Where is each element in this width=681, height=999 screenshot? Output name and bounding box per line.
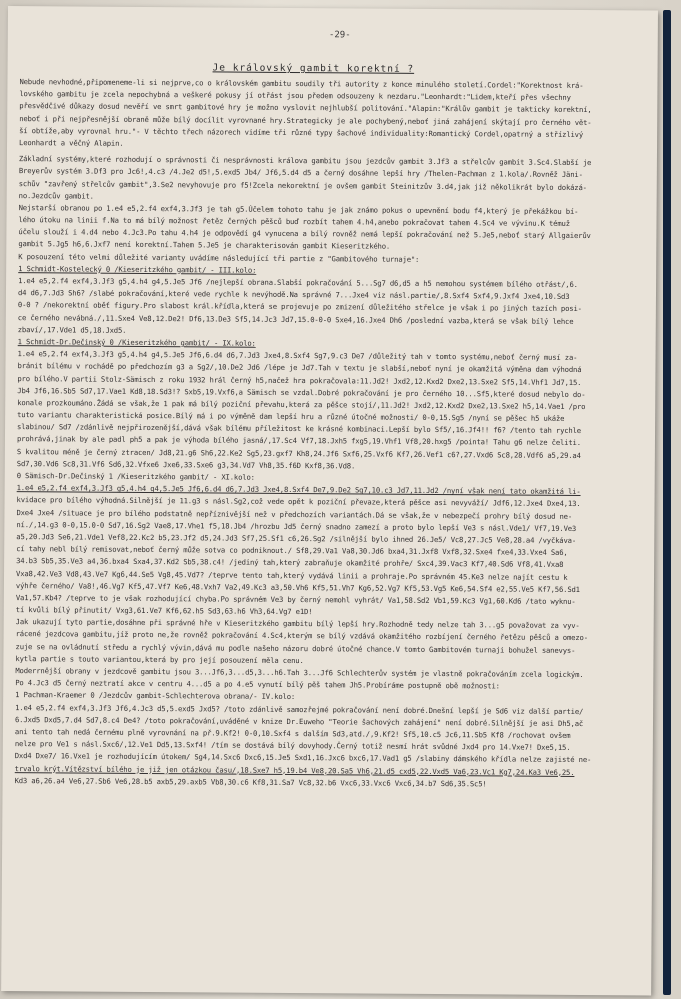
text-line: Nejstarší obranou po 1.e4 e5,2.f4 exf4,3.Jf3 je tah g5.Účelem tohoto tahu je jak známo pokus o upevnění bodu f4,který je překážkou bí-	[18, 202, 579, 216]
text-line: 34.b3 Sb5,35.Ve3 a4,36.bxa4 Sxa4,37.Kd2 Sb5,38.c4! /jediný tah,který zabraňuje okamžité prohře/ Sxc4,39.Vac3 Kf7,40.Sd6 Vf8,41.Vxa8	[16, 556, 564, 570]
text-line: Sd7,30.Vd6 Sc8,31.Vf6 Sd6,32.Vfxe6 Jxe6,33.Sxe6 g3,34.Vd7 Vh8,35.f6D Kxf8,36.Vd8.	[16, 458, 356, 471]
text-line: prohrává,jinak by ale padl ph5 a pak je výhoda bílého jasná/,17.Sc4 Vf7,18.Jxh5 fxg5,19.Vhf1 Vf8,20.hxg5 /pointa! Tahu g6 nelze čeliti.	[16, 434, 581, 448]
text-line: výhře černého/ Va8!,46.Vg7 Kf5,47.Vf7 Ke6,48.Vxh7 Va2,49.Kc3 a3,50.Vh6 Kf5,51.Vh7 Kg6,52.Vg7 Kf5,53.Vg5 Ke6,54.Sf4 e2,55.Ve5 Kf7,56.Sd1	[15, 580, 580, 594]
text-line: lého útoku na linii f.Na to má bílý možnost řetěz černých pěšců buď rozbít tahem 4.h4,anebo pokračovat tahem 4.Sc4 ve vývinu.K témuž	[18, 215, 570, 228]
text-line: Dxd4 Dxe7/ 16.Vxe1 je rozhodujícím útokem/ Sg4,14.Sxc6 Dxc6,15.Je5 Sxd1,16.Jxc6 bxc6,17.Vad1 g5 /slabiny dámského křídla nelze zajisté ne-	[14, 751, 592, 765]
text-line: K posouzení této velmi důležité varianty uvádíme následující tři partie z "Gambitového turnaje":	[18, 251, 420, 264]
text-line: účelu slouží i 4.d4 nebo 4.Jc3.Po tahu 4.h4 je odpovědí g4 vynucena a bílý rovněž nemá lepší pokračování než 5.Je5,neboť starý Allgaierův	[18, 227, 591, 241]
text-line: Breyerův systém 3.Df3 pro Jc6!,4.c3 /4.Je2 d5!,5.exd5 Jb4/ Jf6,5.d4 d5 a černý dosáhne lepší hry /Thelen-Pachman z 1.kola/.Rovněž Jäni-	[18, 166, 583, 180]
text-line: ce černého nevábná./,11.Sxe4 Ve8,12.De2! Df6,13.De3 Sf5,14.Jc3 Jd7,15.0-0-0 Sxe4,16.Jxe4 Dh6 /poslední vazba,která se však bílý lehce	[17, 312, 574, 326]
text-line: Vxa8,42.Ve3 Vd8,43.Ve7 Kg6,44.Se5 Vg8,45.Vd7? /teprve tento tah,který vydává linii a prohraje.Po správném 45.Ke3 nelze najít cestu k	[16, 568, 568, 582]
text-line: bránit bílému v rochádě po předchozím g3 a Sg2/,10.De2 Jd6 /lépe je Jd7.Tah v textu je slabší,neboť nyní je okamžitá výměna dam výhodná	[17, 361, 582, 375]
text-line: Va1,57.Kb4? /teprve to je však rozhodující chyba.Po správném Ve3 by černý nemohl vyhrát/ Va1,58.Sd2 Vb1,59.Kc3 Vg1,60.Kd6 /tato wyknu-	[15, 592, 576, 606]
text-line: S kvalitou méně je černý ztracen/ Jd8,21.g6 Sh6,22.Ke2 Sg5,23.gxf7 Kh8,24.Jf6 Sxf6,25.Vxf6 Kf7,26.Vef1 c6?,27.Vxd6 Sc8,28.Vdf6 a5,29.a4	[16, 446, 581, 460]
text-line: ani tento tah nedá černému plně vyrovnání na př.9.Kf2! 0-0,10.Sxf4 s dalším Sd3,atd./,9.Kf2! Sf5,10.c5 Jc6,11.Sb5 Kf8 /rochovat ovšem	[14, 727, 571, 740]
text-line: Jb4 Jf6,16.Sb5 Sd7,17.Vae1 Kd8,18.Sd3!? Sxb5,19.Vxf6,a Sämisch se vzdal.Dobré pokračování je pro černého 10...Sf5,které dosud nebylo do-	[17, 385, 586, 399]
text-line: 1.e4 e5,2.f4 exf4,3.Jf3 g5,4.h4 g4,5.Je5 Jf6 /nejlepší obrana.Slabší pokračování 5...Sg7 d6,d5 a h5 nemohou systémem bílého otřást/,6.	[18, 276, 578, 289]
text-line: a5,20.Jd3 Se6,21.Vde1 Vef8,22.Kc2 b5,23.Jf2 d5,24.Jd3 Sf7,25.Sf1 c6,26.Sg2 /silnější bylo ihned 26.Je5/ Vc8,27.Jc5 Ve8,28.a4 /vyčkáva-	[16, 532, 577, 545]
text-line: tuto variantu charakteristická posice.Bílý má i po výměně dam lepší hru a různé útočné možnosti/ 0-0,15.Sg5 /nyní se pěšec h5 ukáže	[17, 410, 565, 423]
text-line: kvidace pro bílého výhodná.Silnější je 11.g3 s násl.Sg2,což vede opět k poziční převaze,která pěšce asi nevyváží/ Jdf6,12.Jxe4 Dxe4,13.	[16, 495, 581, 509]
text-line: 0 Sämisch-Dr.Dečinský 1 /Kieseritzkého gambit/ - XI.kolo:	[16, 471, 255, 482]
text-line: zbaví/,17.Vde1 d5,18.Jxd5.	[17, 324, 127, 335]
article-title: Je královský gambit korektní ?	[212, 62, 415, 75]
document-page	[1, 6, 658, 996]
text-line: 1 Pachman-Kraemer 0 /Jezdcův gambit-Schlechterova obrana/- IV.kolo:	[15, 690, 296, 702]
text-line: Moderrnější obrany v jezdcově gambitu jsou 3...Jf6,3...d5,3...h6.Tah 3...Jf6 Schlechterův systém je vlastně pokračováním zcela logickým.	[15, 666, 584, 680]
text-line: Kd3 a6,26.a4 Ve6,27.Sb6 Ve6,28.b5 axb5,29.axb5 Vb8,30.c6 Kf8,31.Sa7 Vc8,32.b6 Vxc6,33.Vxc6 Vxc6,34.b7 Sd6,35.Sc5!	[14, 775, 487, 789]
text-line: d4 d6,7.Jd3 Sh6? /slabé pokračování,které vede rychle k nevýhodě.Na správné 7...Jxe4 viz násl.partie/,8.Sxf4 Sxf4,9.Jxf4 Jxe4,10.Sd3	[17, 288, 570, 302]
text-line: pro bílého.V partii Stolz-Sämisch z roku 1932 hrál černý h5,načež hra pokračovala:11.Jd2! Jxd2,12.Kxd2 Dxe2,13.Sxe2 Sf5,14.Vhf1 Jd7,15.	[17, 373, 582, 387]
game-heading-line: 1 Schmidt-Kostelecký 0 /Kieseritzkého gambit/ - III.kolo:	[18, 263, 257, 275]
text-line: Jak ukazují tyto partie,dosáhne při správné hře v Kieseritzkého gambitu bílý lepší hry.Rozhodně tedy nelze tah 3...g5 považovat za vyv-	[15, 617, 580, 631]
text-line: Dxe4 Jxe4 /situace je pro bílého podstatně nepříznivější než v předchozích variantách.Dá se však,že v nebezpečí prohry bílý dosud ne-	[16, 507, 573, 521]
text-line: neboť i při nejpřesnější obraně může bílý docílit vyrovnané hry.Strategicky je ale pochybený,neboť jiná zahájení skýtají pro černého vět-	[19, 113, 592, 127]
text-line: slabinou/ Sd7 /zdánlivě nejpřirozenější,dává však bílému příležitost ke krásné kombinaci.Lepší bylo Sf5/,16.Jf4!! f6? /tento tah rychle	[17, 422, 582, 436]
text-line: gambit 5.Jg5 h6,6.Jxf7 není korektní.Tahem 5.Je5 je charakterisován gambit Kieseritzkého.	[18, 239, 391, 252]
text-line: nelze pro Ve1 s násl.Sxc6/,12.Ve1 Dd5,13.Sxf4! /tím se dostává bílý dovyhody.Černý totiž nesmí hrát svůdné Jxd4 pro 14.Vxe7! Dxe5,15.	[14, 739, 571, 753]
text-line: rácené jezdcova gambitu,jíž proto ne,že rovněž pokračování 4.Sc4,kterým se bílý vzdává okamžitého rozbíjení černého řetězu pěšců a omezo-	[15, 629, 588, 643]
text-line: Základní systémy,které rozhodují o správnosti či nesprávnosti králova gambitu jsou jezdcův gambit 3.Jf3 a střelcův gambit 3.Sc4.Slabší je	[18, 154, 592, 168]
text-line: Nebude nevhodné,připomeneme-li si nejprve,co o královském gambitu soudily tři autority z konce minulého století.Cordel:"Korektnost krá-	[19, 77, 584, 91]
text-line: 1.e4 e5,2.f4 exf4,3.Jf3 g5,4.h4 g4,5.Je5 Jf6,6.d4 d6,7.Jd3 Jxe4,8.Sxf4 Sg7,9.c3 De7 /důležitý tah v tomto systému,neboť černý musí za-	[17, 349, 578, 363]
text-line: ší obtíže,aby vyrovnal hru."- V těchto třech názorech vidíme tři různé typy šachové individuality:Romantický Cordel,opatrný a střízlivý	[19, 125, 584, 139]
game-heading-line: 1.e4 e5,2.f4 exf4,3.Jf3 g5,4.h4 g4,5.Je5 Jf6,6.d4 d6,7.Jd3 Jxe4,8.Sxf4 De7,9.De2 Sg7,10.c3 Jd7,11.Jd2 /nyní však není tato okamžitá li-	[16, 483, 581, 497]
page-number: -29-	[328, 30, 351, 41]
game-heading-line: trvalo krýt.Vítězství bílého je již jen otázkou času/,18.Sxe7 h5,19.b4 Ve8,20.Sa5 Vh6,21.d5 cxd5,22.Vxd5 Va6,23.Vc1 Kg7,24.Ka3 Ve6,25.	[14, 763, 575, 777]
text-line: cí tahy nebl bílý remisovat,neboť černý může sotva co podniknout./ Sf8,29.Va1 Va8,30.Jd6 bxa4,31.Jxf8 Vxf8,32.Sxe4 fxe4,33.Vxe4 Sa6,	[16, 544, 568, 558]
text-line: lovského gambitu je zcela nepochybná a veškeré pokusy jí otřást jsou předem odsouzeny k nezdaru."Leonhardt:"Lidem,kteří přes všechny	[19, 89, 571, 103]
text-line: Leonhardt a věčný Alapin.	[19, 138, 124, 148]
text-line: Po 4.Jc3 d5 černý neztratí akce v centru 4...d5 a po 4.e5 vynutí bílý pěš tahem Jh5.Probíráme postupně obě možnosti:	[15, 678, 500, 691]
text-line: schův "zavřený střelcův gambit",3.Se2 nevyhovuje pro f5!Zcela nekorektní je ovšem gambit Steinitzův 3.d4,jak již několikrát bylo dokázá-	[18, 178, 587, 192]
text-line: kytla partie s touto variantou,která by pro její posouzení měla cenu.	[15, 653, 304, 665]
text-line: 6.Jxd5 Dxd5,7.d4 Sd7,8.c4 De4? /toto pokračování,uváděné v knize Dr.Euweho "Teorie šachových zahájení" není dobré.Silnější je asi Dh5,ač	[14, 714, 584, 728]
text-line: konale prozkoumáno.Žádá se však,že 1 pak má bílý poziční převahu,která za pěšce stojí/,11.Jd2! Jxd2,12.Kxd2 Dxe2,13.Sxe2 h5,14.Vae1 /pro	[17, 397, 586, 411]
game-heading-line: 1 Schmidt-Dr.Dečinský 0 /Kieseritzkého gambit/ - IX.kolo:	[17, 337, 256, 348]
text-line: no.Jezdcův gambit.	[18, 190, 94, 201]
text-line: zuje se na ovládnutí středu a rychlý vývin,dává mu podle našeho názoru dobré útočné chance.V tomto Gambitovém turnaji bohužel sanevys-	[15, 641, 576, 655]
text-line: přesvědčivé důkazy dosud nevěří ve smrt gambitové hry je možno vyslovit nejhlubší politování."Alapin:"Králův gambit je takticky korektní,	[19, 101, 592, 115]
text-line: 0-0 ? /nekorektní oběť figury.Pro slabost král.křídla,která se projevuje po zmizení důležitého střelce je však i po jiných tazích posi-	[17, 300, 582, 314]
text-line: tí kvůli bílý přinutit/ Vxg3,61.Ve7 Kf6,62.h5 Sd3,63.h6 Vh3,64.Vg7 e1D!	[15, 605, 313, 617]
binder-cover-edge	[663, 10, 671, 995]
article-body	[13, 76, 647, 990]
text-line: 1.e4 e5,2.f4 exf4,3.Jf3 Jf6,4.Jc3 d5,5.exd5 Jxd5? /toto zdánlivě samozřejmé pokračování není dobré.Dnešní lepší je Sd6 viz další partie/	[15, 702, 584, 716]
text-line: ní./,14.g3 0-0,15.0-0 Sd7,16.Sg2 Vae8,17.Vhe1 f5,18.Jb4 /hrozbu Jd5 černý snadno zamezí a proto bylo lepší Ve3 s násl.Vde1/ Vf7,19.Ve3	[16, 519, 577, 533]
